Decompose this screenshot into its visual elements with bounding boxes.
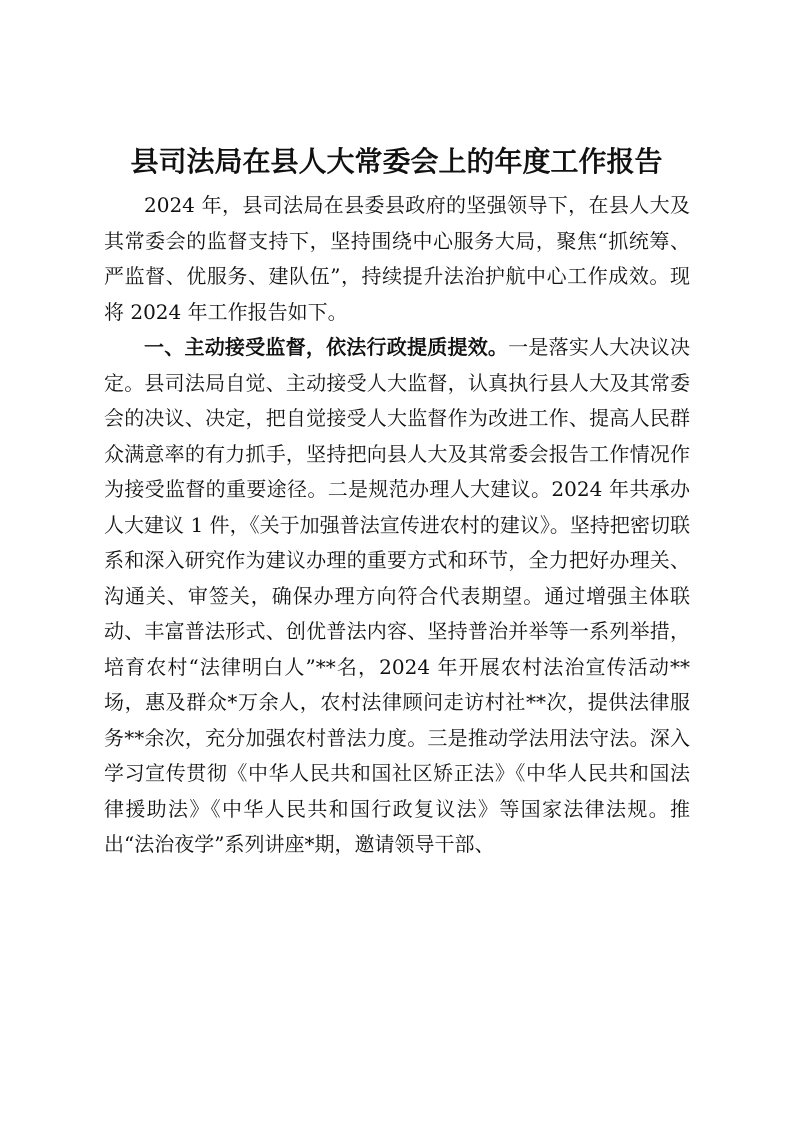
section-1-paragraph xyxy=(104,330,690,863)
section-1-heading: 一、主动接受监督，依法行政提质提效。 xyxy=(144,335,509,359)
document-title: 县司法局在县人大常委会上的年度工作报告 xyxy=(130,145,663,178)
document-body xyxy=(104,188,690,863)
section-1-text: 一是落实人大决议决定。县司法局自觉、主动接受人大监督，认真执行县人大及其常委会的决议、决定，把自觉接受人大监督作为改进工作、提高人民群众满意率的有力抓手，坚持把向县人大及其常委会报告工作情况作为接受监督的重要途径。二是规范办理人大建议。2024 年共承办人大建议 1 件，《关于加强普法宣传进农村的建议》。坚持把密切联系和深入研究作为建议办理的重要方式和环节，全力把好办理关、沟通关、审签关，确保办理方向符合代表期望。通过增强主体联动、丰富普法形式、创优普法内容、坚持普治并举等一系列举措，培育农村“法律明白人”**名，2024 年开展农村法治宣传活动**场，惠及群众*万余人，农村法律顾问走访村社**次，提供法律服务**余次，充分加强农村普法力度。三是推动学法用法守法。深入学习宣传贯彻《中华人民共和国社区矫正法》《中华人民共和国法律援助法》《中华人民共和国行政复议法》等国家法律法规。推出“法治夜学”系列讲座*期，邀请领导干部、 xyxy=(104,335,691,856)
intro-paragraph: 2024 年，县司法局在县委县政府的坚强领导下，在县人大及其常委会的监督支持下，坚持围绕中心服务大局，聚焦“抓统筹、严监督、优服务、建队伍”，持续提升法治护航中心工作成效。现将 2024 年工作报告如下。 xyxy=(104,193,690,324)
